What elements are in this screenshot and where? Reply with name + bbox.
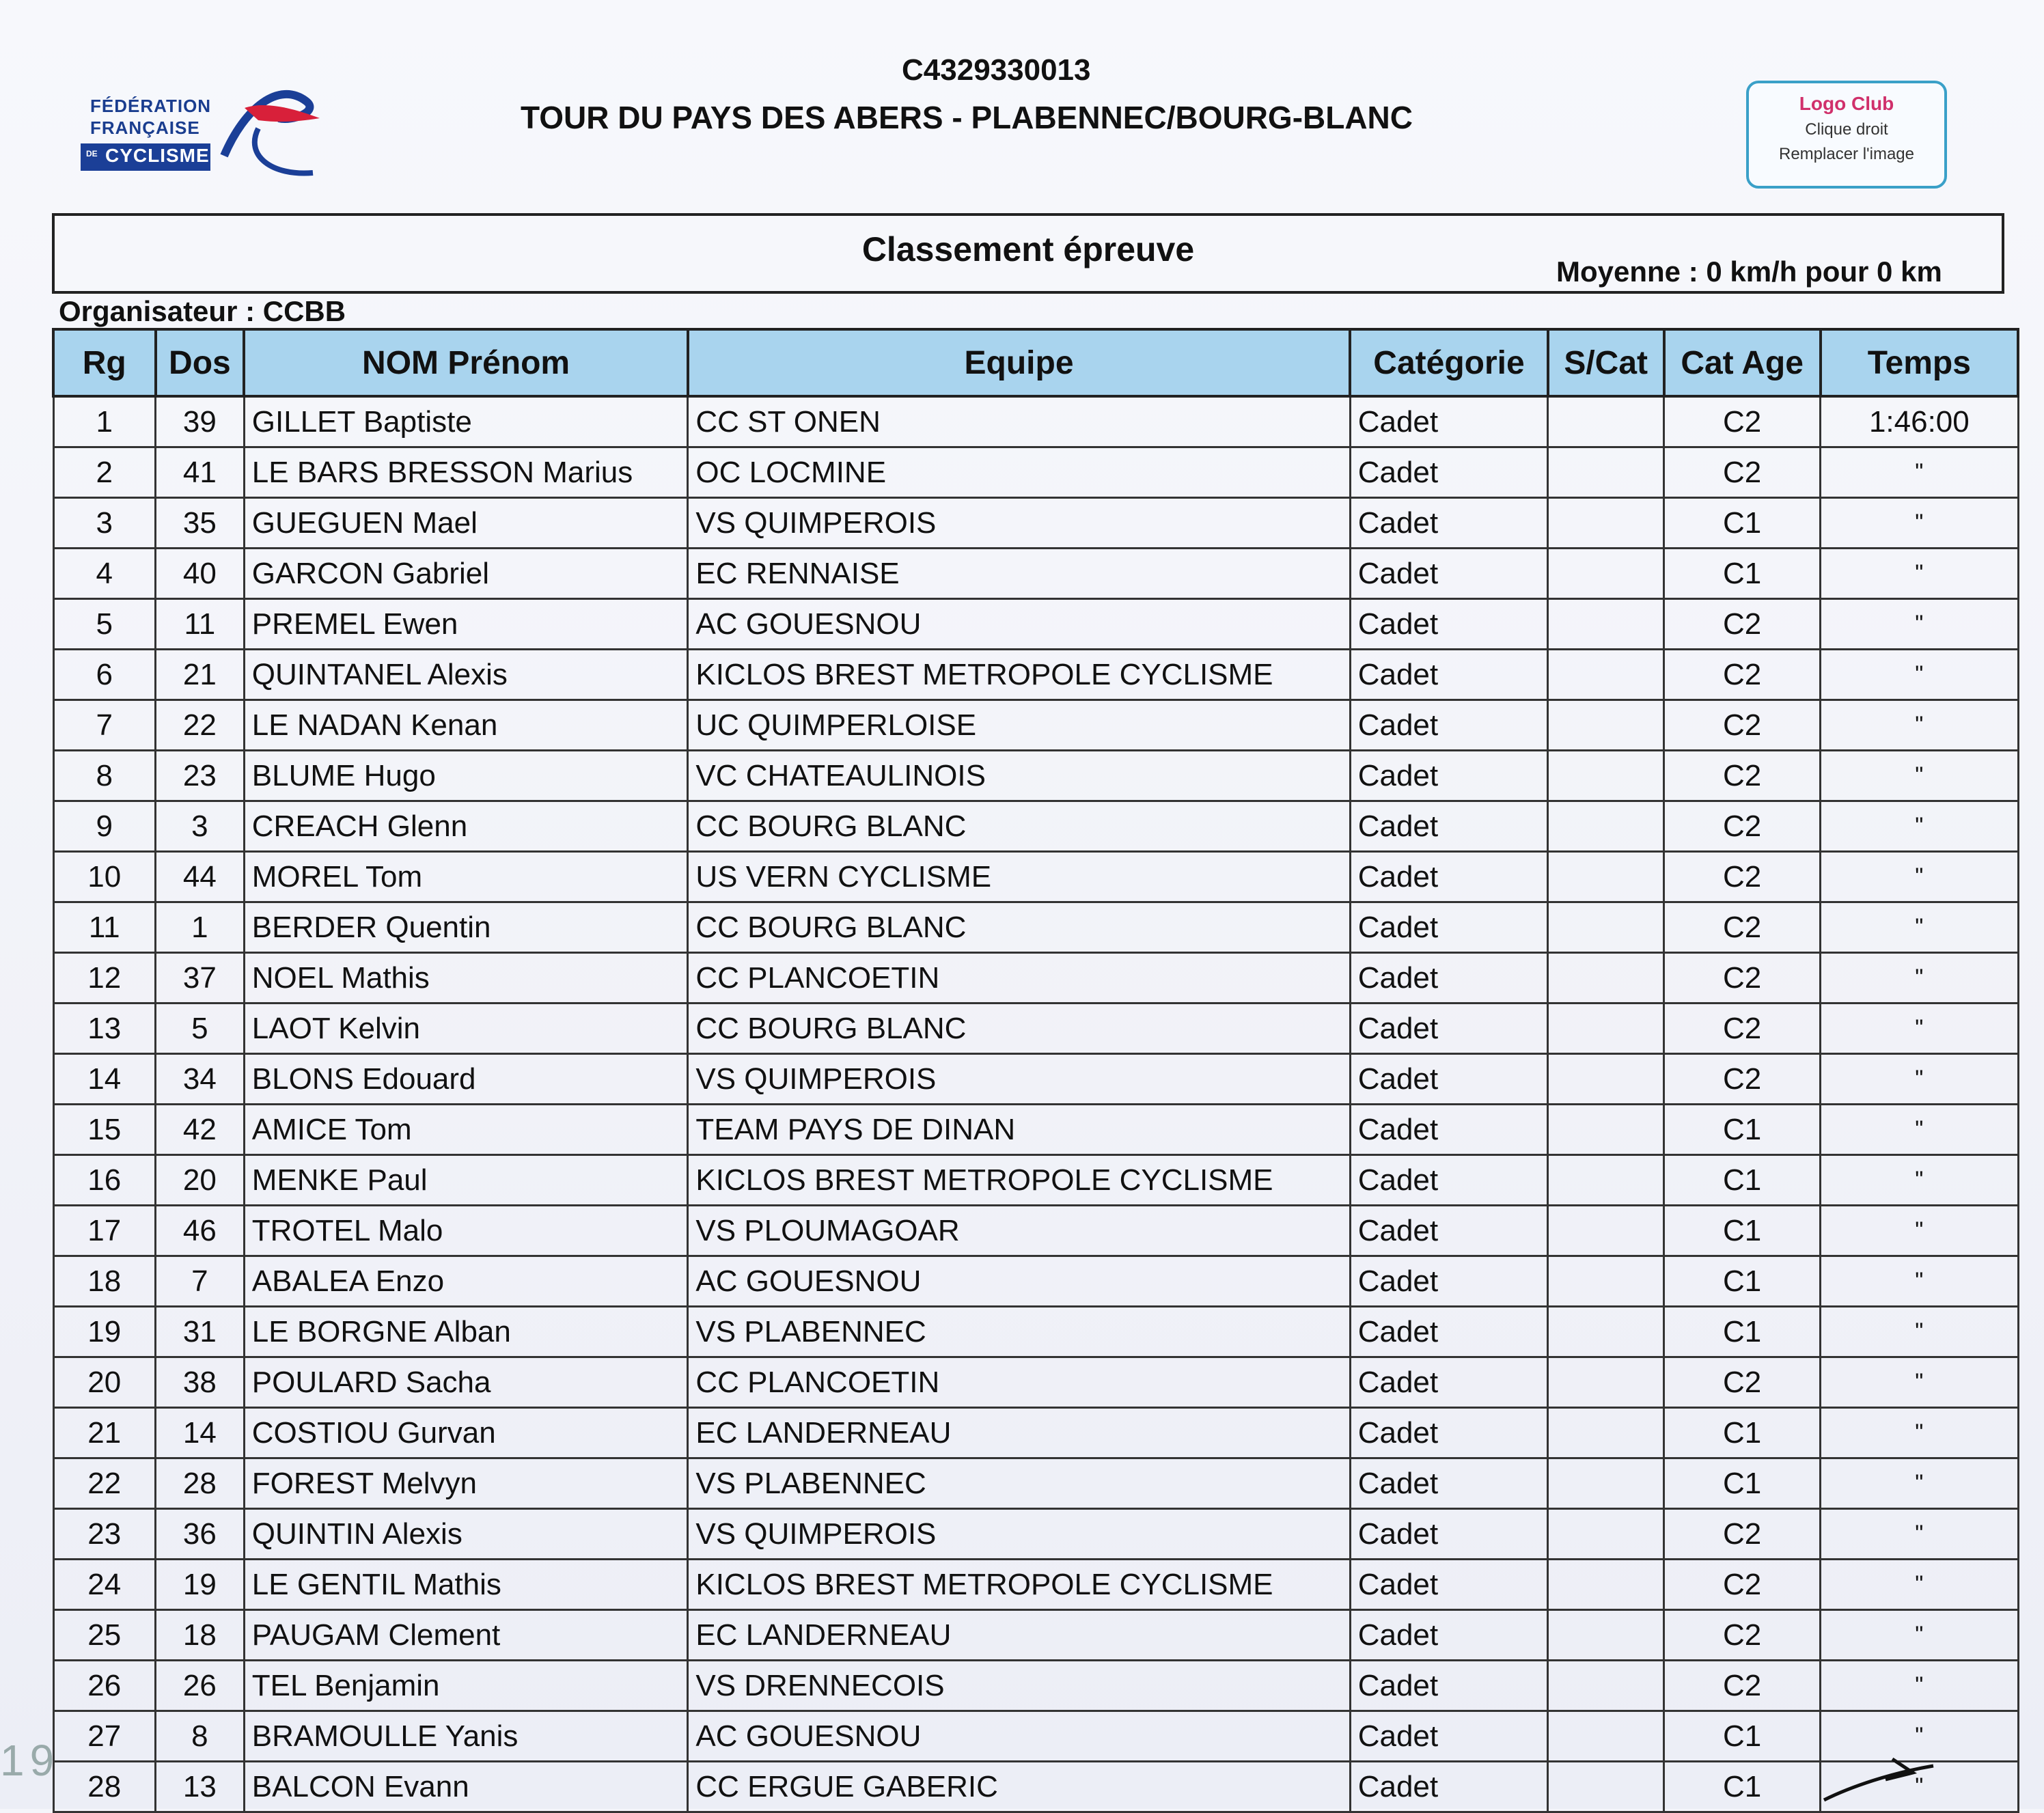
cell-dos: 35 [156, 498, 245, 549]
cell-dos: 1 [156, 902, 245, 953]
cell-scat [1548, 1105, 1664, 1155]
logo-line2: FRANÇAISE [90, 117, 200, 138]
cell-equipe: KICLOS BREST METROPOLE CYCLISME [688, 1155, 1350, 1206]
cell-temps: " [1821, 1711, 2018, 1762]
cell-nom: LE BORGNE Alban [244, 1307, 688, 1357]
cell-catage: C2 [1664, 852, 1821, 902]
table-row [53, 498, 2018, 549]
cell-nom: LAOT Kelvin [244, 1004, 688, 1054]
cell-rg: 1 [53, 396, 156, 447]
cell-rg: 3 [53, 498, 156, 549]
cell-scat [1548, 1357, 1664, 1408]
cell-rg: 14 [53, 1054, 156, 1105]
ffc-logo [81, 81, 340, 183]
cell-scat [1548, 1509, 1664, 1560]
average-speed: Moyenne : 0 km/h pour 0 km [1556, 255, 1942, 288]
cell-categorie: Cadet [1350, 498, 1548, 549]
cell-dos: 11 [156, 599, 245, 650]
cell-equipe: UC QUIMPERLOISE [688, 700, 1350, 751]
table-row [53, 801, 2018, 852]
cell-catage: C1 [1664, 549, 1821, 599]
cell-catage: C2 [1664, 700, 1821, 751]
cell-scat [1548, 650, 1664, 700]
header-categorie: Catégorie [1350, 329, 1548, 396]
cell-categorie: Cadet [1350, 1509, 1548, 1560]
table-row [53, 700, 2018, 751]
header-nom: NOM Prénom [244, 329, 688, 396]
cell-temps: " [1821, 1307, 2018, 1357]
cell-scat [1548, 902, 1664, 953]
header-rg: Rg [53, 329, 156, 396]
table-row [53, 1054, 2018, 1105]
cell-categorie: Cadet [1350, 1004, 1548, 1054]
table-row [53, 1206, 2018, 1256]
cell-nom: COSTIOU Gurvan [244, 1408, 688, 1458]
cell-rg: 26 [53, 1661, 156, 1711]
cell-scat [1548, 549, 1664, 599]
cell-equipe: CC PLANCOETIN [688, 953, 1350, 1004]
table-row [53, 953, 2018, 1004]
cell-dos: 3 [156, 801, 245, 852]
cell-rg: 21 [53, 1408, 156, 1458]
cell-dos: 19 [156, 1560, 245, 1610]
cell-categorie: Cadet [1350, 1711, 1548, 1762]
cell-dos: 38 [156, 1357, 245, 1408]
cell-scat [1548, 1661, 1664, 1711]
cell-catage: C2 [1664, 447, 1821, 498]
cell-categorie: Cadet [1350, 1458, 1548, 1509]
cell-equipe: KICLOS BREST METROPOLE CYCLISME [688, 650, 1350, 700]
cell-rg: 27 [53, 1711, 156, 1762]
cell-catage: C2 [1664, 751, 1821, 801]
cell-temps: " [1821, 1560, 2018, 1610]
header-catage: Cat Age [1664, 329, 1821, 396]
cell-scat [1548, 1711, 1664, 1762]
signature-mark [1810, 1745, 1947, 1807]
cell-categorie: Cadet [1350, 801, 1548, 852]
cell-temps: " [1821, 447, 2018, 498]
cell-nom: FOREST Melvyn [244, 1458, 688, 1509]
cell-temps: " [1821, 1054, 2018, 1105]
cell-rg: 8 [53, 751, 156, 801]
cell-scat [1548, 1004, 1664, 1054]
cell-rg: 16 [53, 1155, 156, 1206]
cell-temps: " [1821, 650, 2018, 700]
cell-nom: AMICE Tom [244, 1105, 688, 1155]
cell-catage: C2 [1664, 1509, 1821, 1560]
cell-scat [1548, 751, 1664, 801]
cell-temps: " [1821, 1458, 2018, 1509]
cell-nom: MOREL Tom [244, 852, 688, 902]
cell-nom: QUINTANEL Alexis [244, 650, 688, 700]
cell-equipe: VS PLABENNEC [688, 1458, 1350, 1509]
cell-dos: 5 [156, 1004, 245, 1054]
cell-scat [1548, 801, 1664, 852]
cell-categorie: Cadet [1350, 549, 1548, 599]
cell-scat [1548, 599, 1664, 650]
cell-rg: 5 [53, 599, 156, 650]
club-logo-line2: Remplacer l'image [1779, 145, 1914, 163]
cell-categorie: Cadet [1350, 1206, 1548, 1256]
cell-scat [1548, 1408, 1664, 1458]
cell-equipe: US VERN CYCLISME [688, 852, 1350, 902]
cell-nom: LE GENTIL Mathis [244, 1560, 688, 1610]
cell-equipe: VS QUIMPEROIS [688, 498, 1350, 549]
cell-nom: BLUME Hugo [244, 751, 688, 801]
cell-equipe: CC BOURG BLANC [688, 1004, 1350, 1054]
cell-catage: C1 [1664, 1155, 1821, 1206]
cell-catage: C1 [1664, 1458, 1821, 1509]
cell-equipe: EC LANDERNEAU [688, 1610, 1350, 1661]
table-row [53, 1307, 2018, 1357]
table-row [53, 852, 2018, 902]
cell-categorie: Cadet [1350, 396, 1548, 447]
cell-dos: 36 [156, 1509, 245, 1560]
logo-de: DE [86, 149, 98, 158]
cell-catage: C1 [1664, 498, 1821, 549]
cell-catage: C2 [1664, 801, 1821, 852]
cell-equipe: VS PLOUMAGOAR [688, 1206, 1350, 1256]
table-row [53, 902, 2018, 953]
cell-scat [1548, 953, 1664, 1004]
cell-catage: C2 [1664, 1661, 1821, 1711]
cell-categorie: Cadet [1350, 447, 1548, 498]
club-logo-placeholder[interactable] [1746, 81, 1947, 189]
cell-nom: LE NADAN Kenan [244, 700, 688, 751]
cell-equipe: OC LOCMINE [688, 447, 1350, 498]
cell-temps: " [1821, 1610, 2018, 1661]
cell-temps: " [1821, 549, 2018, 599]
cell-nom: GUEGUEN Mael [244, 498, 688, 549]
cell-temps: " [1821, 498, 2018, 549]
cell-equipe: CC ERGUE GABERIC [688, 1762, 1350, 1812]
cell-categorie: Cadet [1350, 1661, 1548, 1711]
cell-temps: " [1821, 852, 2018, 902]
cell-scat [1548, 1610, 1664, 1661]
cell-dos: 34 [156, 1054, 245, 1105]
cell-categorie: Cadet [1350, 1307, 1548, 1357]
logo-line3: CYCLISME [105, 145, 210, 166]
cell-rg: 17 [53, 1206, 156, 1256]
cell-scat [1548, 1762, 1664, 1812]
cell-scat [1548, 498, 1664, 549]
cell-nom: BERDER Quentin [244, 902, 688, 953]
cell-temps: " [1821, 1357, 2018, 1408]
cell-catage: C2 [1664, 1357, 1821, 1408]
cell-categorie: Cadet [1350, 650, 1548, 700]
table-row [53, 1408, 2018, 1458]
table-row [53, 1762, 2018, 1812]
section-title: Classement épreuve [861, 230, 1195, 268]
cell-temps: " [1821, 953, 2018, 1004]
cell-equipe: VS QUIMPEROIS [688, 1509, 1350, 1560]
cell-rg: 22 [53, 1458, 156, 1509]
cell-dos: 28 [156, 1458, 245, 1509]
cell-temps: " [1821, 801, 2018, 852]
cell-categorie: Cadet [1350, 1357, 1548, 1408]
table-row [53, 1458, 2018, 1509]
cell-dos: 8 [156, 1711, 245, 1762]
table-row [53, 1004, 2018, 1054]
cell-rg: 7 [53, 700, 156, 751]
cell-nom: TEL Benjamin [244, 1661, 688, 1711]
cell-dos: 40 [156, 549, 245, 599]
cell-equipe: AC GOUESNOU [688, 1256, 1350, 1307]
cell-nom: TROTEL Malo [244, 1206, 688, 1256]
cell-categorie: Cadet [1350, 1105, 1548, 1155]
cell-rg: 18 [53, 1256, 156, 1307]
club-logo-title: Logo Club [1799, 93, 1894, 114]
cell-nom: BLONS Edouard [244, 1054, 688, 1105]
cell-rg: 19 [53, 1307, 156, 1357]
cell-equipe: AC GOUESNOU [688, 1711, 1350, 1762]
cell-dos: 39 [156, 396, 245, 447]
cell-dos: 14 [156, 1408, 245, 1458]
cell-catage: C1 [1664, 1307, 1821, 1357]
cell-nom: BALCON Evann [244, 1762, 688, 1812]
table-row [53, 549, 2018, 599]
cell-categorie: Cadet [1350, 1256, 1548, 1307]
edge-number: 19 [0, 1736, 60, 1785]
cell-dos: 31 [156, 1307, 245, 1357]
logo-swoosh-icon [217, 81, 340, 183]
organizer: Organisateur : CCBB [59, 295, 346, 327]
header-equipe: Equipe [688, 329, 1350, 396]
cell-equipe: CC ST ONEN [688, 396, 1350, 447]
results-table [52, 328, 2019, 1813]
cell-dos: 21 [156, 650, 245, 700]
cell-temps: " [1821, 700, 2018, 751]
header-dos: Dos [156, 329, 245, 396]
results-body [53, 396, 2018, 1812]
table-row [53, 599, 2018, 650]
cell-rg: 12 [53, 953, 156, 1004]
cell-temps: " [1821, 1408, 2018, 1458]
table-row [53, 447, 2018, 498]
cell-temps: " [1821, 1004, 2018, 1054]
cell-scat [1548, 1206, 1664, 1256]
cell-scat [1548, 852, 1664, 902]
cell-catage: C1 [1664, 1762, 1821, 1812]
cell-catage: C2 [1664, 953, 1821, 1004]
event-title: TOUR DU PAYS DES ABERS - PLABENNEC/BOURG-BLANC [521, 100, 1413, 135]
cell-rg: 6 [53, 650, 156, 700]
cell-equipe: CC BOURG BLANC [688, 801, 1350, 852]
cell-rg: 24 [53, 1560, 156, 1610]
cell-temps: " [1821, 1762, 2018, 1812]
cell-categorie: Cadet [1350, 953, 1548, 1004]
cell-nom: QUINTIN Alexis [244, 1509, 688, 1560]
table-row [53, 1357, 2018, 1408]
cell-nom: NOEL Mathis [244, 953, 688, 1004]
cell-categorie: Cadet [1350, 1560, 1548, 1610]
cell-equipe: CC BOURG BLANC [688, 902, 1350, 953]
cell-dos: 13 [156, 1762, 245, 1812]
table-row [53, 1610, 2018, 1661]
cell-rg: 11 [53, 902, 156, 953]
cell-rg: 23 [53, 1509, 156, 1560]
cell-nom: BRAMOULLE Yanis [244, 1711, 688, 1762]
cell-equipe: AC GOUESNOU [688, 599, 1350, 650]
cell-scat [1548, 1256, 1664, 1307]
cell-nom: GILLET Baptiste [244, 396, 688, 447]
cell-categorie: Cadet [1350, 599, 1548, 650]
cell-catage: C1 [1664, 1256, 1821, 1307]
cell-rg: 9 [53, 801, 156, 852]
cell-categorie: Cadet [1350, 1408, 1548, 1458]
cell-equipe: VS PLABENNEC [688, 1307, 1350, 1357]
cell-dos: 46 [156, 1206, 245, 1256]
cell-rg: 25 [53, 1610, 156, 1661]
cell-rg: 4 [53, 549, 156, 599]
table-row [53, 1711, 2018, 1762]
cell-temps: " [1821, 599, 2018, 650]
cell-catage: C2 [1664, 1054, 1821, 1105]
cell-temps: 1:46:00 [1821, 396, 2018, 447]
table-row [53, 396, 2018, 447]
cell-categorie: Cadet [1350, 1155, 1548, 1206]
table-header-row [53, 329, 2018, 396]
cell-rg: 10 [53, 852, 156, 902]
cell-nom: POULARD Sacha [244, 1357, 688, 1408]
cell-equipe: TEAM PAYS DE DINAN [688, 1105, 1350, 1155]
table-row [53, 650, 2018, 700]
cell-catage: C2 [1664, 1610, 1821, 1661]
header-temps: Temps [1821, 329, 2018, 396]
table-row [53, 1155, 2018, 1206]
cell-equipe: EC RENNAISE [688, 549, 1350, 599]
cell-rg: 13 [53, 1004, 156, 1054]
cell-temps: " [1821, 1661, 2018, 1711]
table-row [53, 1256, 2018, 1307]
cell-temps: " [1821, 1206, 2018, 1256]
cell-catage: C2 [1664, 599, 1821, 650]
cell-categorie: Cadet [1350, 1610, 1548, 1661]
cell-categorie: Cadet [1350, 852, 1548, 902]
cell-dos: 41 [156, 447, 245, 498]
cell-equipe: EC LANDERNEAU [688, 1408, 1350, 1458]
cell-nom: PAUGAM Clement [244, 1610, 688, 1661]
table-row [53, 1509, 2018, 1560]
cell-temps: " [1821, 751, 2018, 801]
cell-rg: 15 [53, 1105, 156, 1155]
cell-dos: 7 [156, 1256, 245, 1307]
cell-nom: LE BARS BRESSON Marius [244, 447, 688, 498]
cell-temps: " [1821, 1256, 2018, 1307]
cell-temps: " [1821, 1105, 2018, 1155]
cell-nom: PREMEL Ewen [244, 599, 688, 650]
cell-scat [1548, 1307, 1664, 1357]
cell-nom: MENKE Paul [244, 1155, 688, 1206]
cell-rg: 2 [53, 447, 156, 498]
cell-dos: 42 [156, 1105, 245, 1155]
table-row [53, 751, 2018, 801]
cell-catage: C2 [1664, 1004, 1821, 1054]
cell-catage: C2 [1664, 650, 1821, 700]
cell-categorie: Cadet [1350, 700, 1548, 751]
cell-categorie: Cadet [1350, 902, 1548, 953]
cell-dos: 20 [156, 1155, 245, 1206]
cell-temps: " [1821, 1509, 2018, 1560]
event-code: C4329330013 [902, 53, 1091, 87]
cell-catage: C1 [1664, 1711, 1821, 1762]
cell-scat [1548, 396, 1664, 447]
cell-dos: 44 [156, 852, 245, 902]
cell-dos: 23 [156, 751, 245, 801]
cell-scat [1548, 1458, 1664, 1509]
cell-categorie: Cadet [1350, 1762, 1548, 1812]
club-logo-line1: Clique droit [1805, 120, 1888, 139]
cell-nom: ABALEA Enzo [244, 1256, 688, 1307]
table-row [53, 1661, 2018, 1711]
cell-dos: 18 [156, 1610, 245, 1661]
cell-rg: 20 [53, 1357, 156, 1408]
table-row [53, 1105, 2018, 1155]
cell-equipe: VC CHATEAULINOIS [688, 751, 1350, 801]
cell-rg: 28 [53, 1762, 156, 1812]
cell-dos: 37 [156, 953, 245, 1004]
table-row [53, 1560, 2018, 1610]
cell-temps: " [1821, 902, 2018, 953]
cell-nom: GARCON Gabriel [244, 549, 688, 599]
cell-catage: C1 [1664, 1408, 1821, 1458]
cell-equipe: KICLOS BREST METROPOLE CYCLISME [688, 1560, 1350, 1610]
cell-equipe: VS DRENNECOIS [688, 1661, 1350, 1711]
cell-categorie: Cadet [1350, 1054, 1548, 1105]
cell-scat [1548, 1054, 1664, 1105]
cell-scat [1548, 1155, 1664, 1206]
cell-dos: 22 [156, 700, 245, 751]
cell-catage: C2 [1664, 1560, 1821, 1610]
cell-nom: CREACH Glenn [244, 801, 688, 852]
cell-catage: C2 [1664, 902, 1821, 953]
cell-dos: 26 [156, 1661, 245, 1711]
header-scat: S/Cat [1548, 329, 1664, 396]
cell-equipe: CC PLANCOETIN [688, 1357, 1350, 1408]
cell-scat [1548, 447, 1664, 498]
cell-scat [1548, 700, 1664, 751]
cell-catage: C1 [1664, 1105, 1821, 1155]
cell-scat [1548, 1560, 1664, 1610]
cell-equipe: VS QUIMPEROIS [688, 1054, 1350, 1105]
cell-temps: " [1821, 1155, 2018, 1206]
cell-catage: C2 [1664, 396, 1821, 447]
logo-line1: FÉDÉRATION [90, 96, 212, 116]
cell-catage: C1 [1664, 1206, 1821, 1256]
cell-categorie: Cadet [1350, 751, 1548, 801]
